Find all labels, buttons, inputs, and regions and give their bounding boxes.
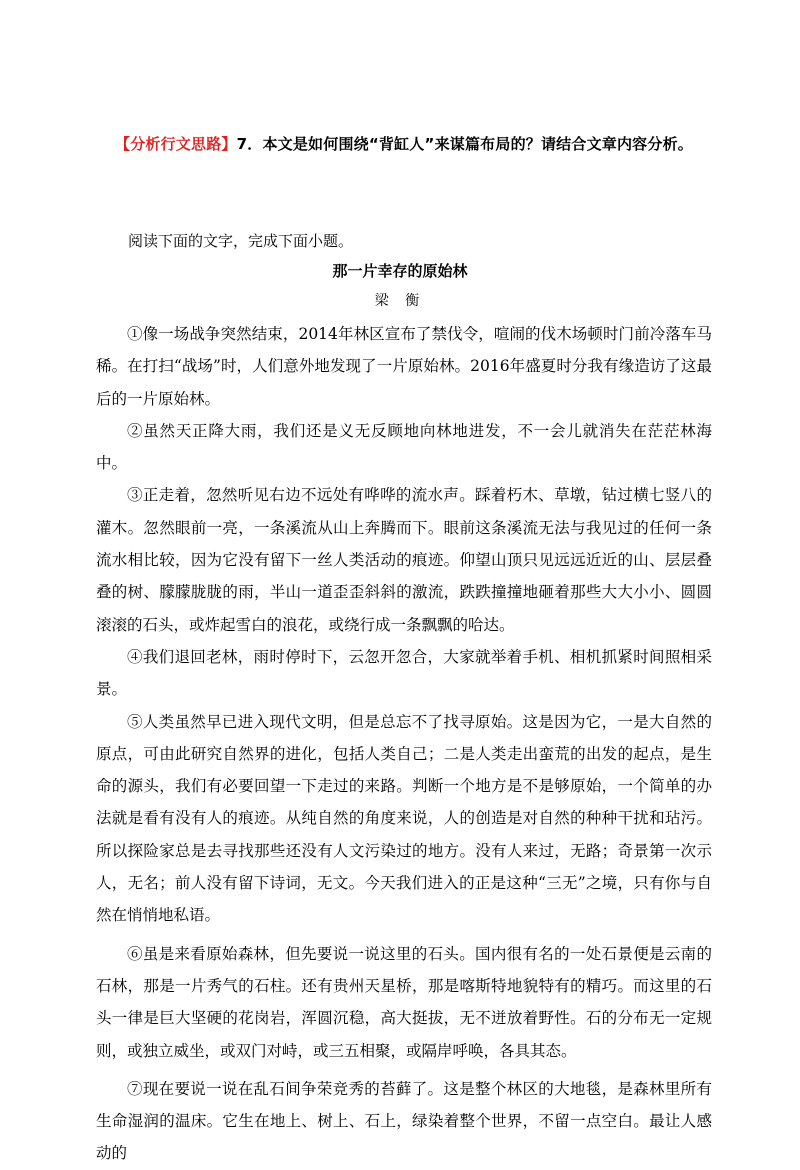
question-line	[115, 133, 693, 154]
article-title: 那一片幸存的原始林	[332, 262, 468, 280]
paragraph-7: ⑦现在要说一说在乱石间争荣竞秀的苔藓了。这是整个林区的大地毯，是森林里所有生命湿润的温床。它生在地上、树上、石上，绿染着整个世界，不留一点空白。最让人感动的	[96, 1079, 712, 1163]
question-text: 7．本文是如何围绕“背缸人”来谋篇布局的？请结合文章内容分析。	[236, 135, 693, 153]
paragraph-6: ⑥虽是来看原始森林，但先要说一说这里的石头。国内很有名的一处石景便是云南的石林，那是一片秀气的石柱。还有贵州天星桥，那是喀斯特地貌特有的精巧。而这里的石头一律是巨大坚硬的花岗岩，浑圆沉稳，高大挺拔，无不迸放着野性。石的分布无一定规则，或独立威坐，或双门对峙，或三五相聚，或隔岸呼唤，各具其态。	[96, 944, 712, 1060]
paragraph-3: ③正走着，忽然听见右边不远处有哗哗的流水声。踩着朽木、草墩，钻过横七竖八的灌木。忽然眼前一亮，一条溪流从山上奔腾而下。眼前这条溪流无法与我见过的任何一条流水相比较，因为它没有留下一丝人类活动的痕迹。仰望山顶只见远远近近的山、层层叠叠的树、朦朦胧胧的雨，半山一道歪歪斜斜的激流，跌跌撞撞地砸着那些大大小小、圆圆滚滚的石头，或炸起雪白的浪花，或绕行成一条飘飘的哈达。	[96, 486, 712, 634]
article-body	[96, 318, 712, 1170]
article-author: 梁 衡	[374, 293, 426, 309]
reading-instruction: 阅读下面的文字，完成下面小题。	[128, 232, 354, 250]
paragraph-1: ①像一场战争突然结束，2014年林区宣布了禁伐令，喧闹的伐木场顿时门前冷落车马稀。在打扫“战场”时，人们意外地发现了一片原始林。2016年盛夏时分我有缘造访了这最后的一片原始林。	[96, 325, 712, 408]
paragraph-5: ⑤人类虽然早已进入现代文明，但是总忘不了找寻原始。这是因为它，一是大自然的原点，可由此研究自然界的进化，包括人类自己；二是人类走出蛮荒的出发的起点，是生命的源头，我们有必要回望一下走过的来路。判断一个地方是不是够原始，一个简单的办法就是看有没有人的痕迹。从纯自然的角度来说，人的创造是对自然的种种干扰和玷污。所以探险家总是去寻找那些还没有人文污染过的地方。没有人来过，无路；奇景第一次示人，无名；前人没有留下诗词，无文。今天我们进入的正是这种“三无”之境，只有你与自然在悄悄地私语。	[96, 712, 712, 925]
question-tag: 【分析行文思路】	[115, 135, 237, 153]
paragraph-2: ②虽然天正降大雨，我们还是义无反顾地向林地进发，不一会儿就消失在茫茫林海中。	[96, 421, 712, 473]
paragraph-4: ④我们退回老林，雨时停时下，云忽开忽合，大家就举着手机、相机抓紧时间照相采景。	[96, 647, 712, 699]
